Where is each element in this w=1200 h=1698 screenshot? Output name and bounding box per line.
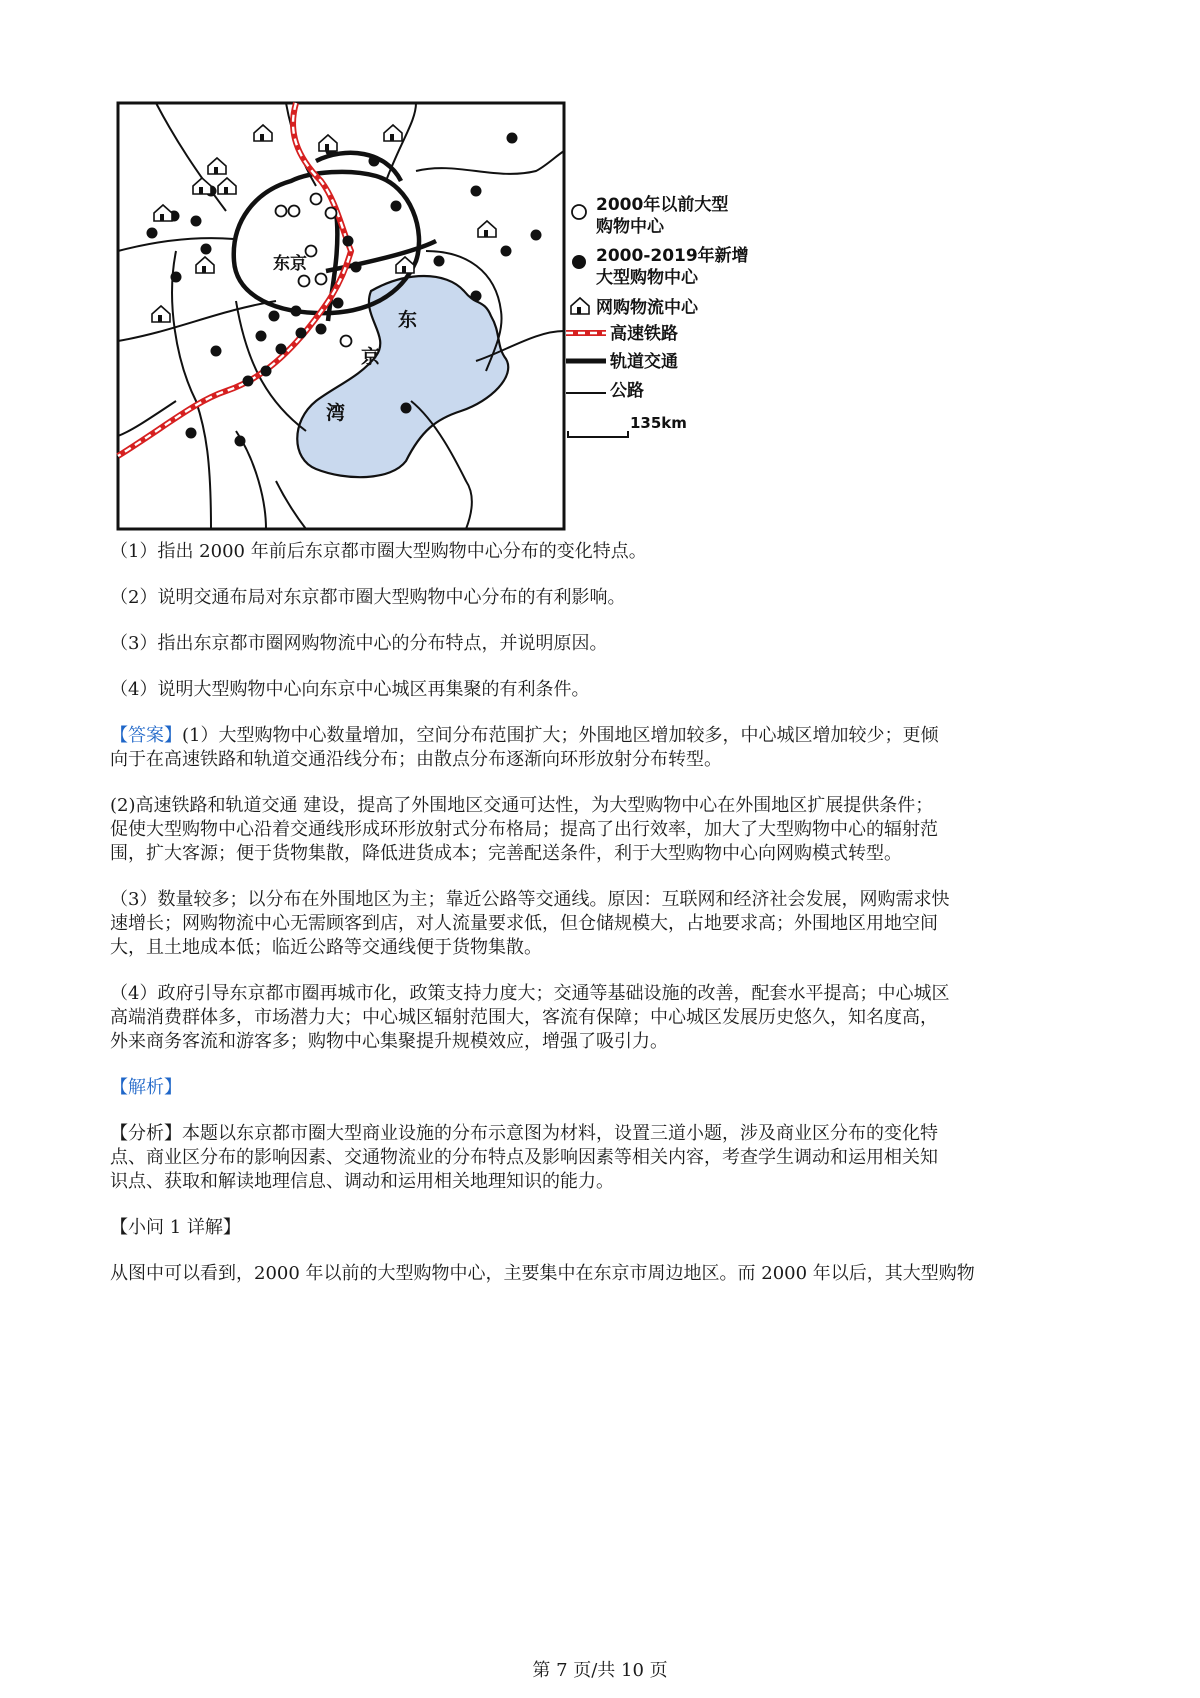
map-legend — [566, 194, 749, 432]
question-1: （1）指出 2000 年前后东京都市圈大型购物中心分布的变化特点。 — [110, 541, 647, 562]
answer-4 — [110, 982, 1100, 1054]
answer-3-line-3: 大，且土地成本低；临近公路等交通线便于货物集散。 — [110, 937, 542, 958]
analysis-line-1: 【分析】本题以东京都市圈大型商业设施的分布示意图为材料，设置三道小题，涉及商业区分布的变化特 — [110, 1123, 938, 1144]
legend-warehouse-label: 网购物流中心 — [596, 298, 698, 318]
analysis-heading — [110, 1076, 1100, 1100]
legend-new-mall-symbol — [572, 255, 586, 269]
analysis-fenxi — [110, 1122, 1100, 1194]
answer-1-line-2: 向于在高速铁路和轨道交通沿线分布；由散点分布逐渐向环形放射分布转型。 — [110, 749, 722, 770]
answer-4-line-1: （4）政府引导东京都市圈再城市化，政策支持力度大；交通等基础设施的改善，配套水平提高；中心城区 — [110, 983, 950, 1004]
answer-2-line-1: (2)高速铁路和轨道交通 建设，提高了外围地区交通可达性，为大型购物中心在外围地区扩展提供条件； — [110, 795, 934, 816]
legend-hsr-label: 高速铁路 — [610, 324, 678, 344]
bay-label-3: 湾 — [326, 402, 346, 424]
legend-road-label: 公路 — [610, 381, 644, 401]
legend-old-mall-line2: 购物中心 — [596, 217, 664, 237]
document-body — [110, 540, 1100, 1308]
legend-old-mall-symbol — [572, 205, 586, 219]
bay-label-1: 东 — [398, 309, 418, 331]
answer-2-line-2: 促使大型购物中心沿着交通线形成环形放射式分布格局；提高了出行效率，加大了大型购物中心的辐射范 — [110, 819, 938, 840]
city-label: 东京 — [273, 254, 307, 274]
legend-warehouse-icon — [571, 298, 589, 314]
answer-1 — [110, 724, 1100, 772]
scale-bar — [568, 431, 628, 437]
legend-rail-label: 轨道交通 — [610, 352, 678, 372]
analysis-line-3: 识点、获取和解读地理信息、调动和运用相关地理知识的能力。 — [110, 1171, 614, 1192]
legend-scale-label: 135km — [630, 414, 687, 432]
answer-1-line-1: (1）大型购物中心数量增加，空间分布范围扩大；外围地区增加较多，中心城区增加较少；更倾 — [182, 725, 939, 746]
bay-label-2: 京 — [361, 346, 381, 368]
tokyo-map-figure — [116, 101, 816, 531]
page-footer: 第 7 页/共 10 页 — [532, 1660, 668, 1681]
legend-old-mall-line1: 2000年以前大型 — [596, 195, 729, 215]
sub-question-1-text: 从图中可以看到，2000 年以前的大型购物中心，主要集中在东京市周边地区。而 2000 年以后，其大型购物 — [110, 1263, 975, 1284]
answer-2 — [110, 794, 1100, 866]
question-3: （3）指出东京都市圈网购物流中心的分布特点，并说明原因。 — [110, 633, 608, 654]
answer-2-line-3: 围，扩大客源；便于货物集散，降低进货成本；完善配送条件，利于大型购物中心向网购模式转型。 — [110, 843, 902, 864]
sub-question-1-title: 【小问 1 详解】 — [110, 1217, 241, 1238]
question-4: （4）说明大型购物中心向东京中心城区再集聚的有利条件。 — [110, 679, 590, 700]
answer-tag: 【答案】 — [110, 725, 182, 746]
answer-3-line-1: （3）数量较多；以分布在外围地区为主；靠近公路等交通线。原因：互联网和经济社会发展，网购需求快 — [110, 889, 950, 910]
answer-3-line-2: 速增长；网购物流中心无需顾客到店，对人流量要求低，但仓储规模大，占地要求高；外围地区用地空间 — [110, 913, 938, 934]
answer-4-line-2: 高端消费群体多，市场潜力大；中心城区辐射范围大，客流有保障；中心城区发展历史悠久，知名度高， — [110, 1007, 938, 1028]
legend-new-mall-line1: 2000-2019年新增 — [596, 246, 749, 266]
analysis-tag: 【解析】 — [110, 1077, 182, 1098]
analysis-line-2: 点、商业区分布的影响因素、交通物流业的分布特点及影响因素等相关内容，考查学生调动和运用相关知 — [110, 1147, 938, 1168]
answer-3 — [110, 888, 1100, 960]
legend-new-mall-line2: 大型购物中心 — [596, 268, 698, 288]
question-2: （2）说明交通布局对东京都市圈大型购物中心分布的有利影响。 — [110, 587, 626, 608]
answer-4-line-3: 外来商务客流和游客多；购物中心集聚提升规模效应，增强了吸引力。 — [110, 1031, 668, 1052]
